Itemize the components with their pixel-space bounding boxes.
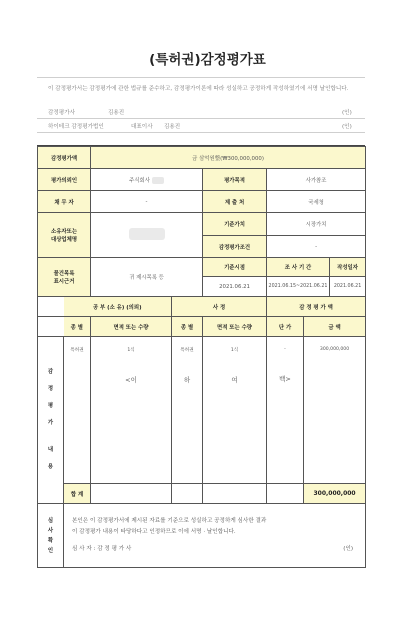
col-kind2: 종 별 xyxy=(172,317,203,337)
rep-title: 대표이사 xyxy=(131,124,153,130)
written-label: 작성일자 xyxy=(330,258,366,277)
period-label: 조 사 기 간 xyxy=(267,258,330,277)
period-value: 2021.06.15~2021.06.21 xyxy=(267,277,330,297)
confirm-char: 사 xyxy=(47,527,54,534)
firm-divider xyxy=(37,132,365,133)
confirm-line1: 본인은 이 감정평가서에 제시된 자료를 기준으로 성실하고 공정하게 심사한 결과 xyxy=(72,518,267,524)
appraiser-name: 김용진 xyxy=(108,110,125,116)
confirm-content xyxy=(64,504,366,568)
firm-name: 하이테크 감정평가법인 xyxy=(48,124,104,130)
amount-value: 금 삼억원整(₩300,000,000) xyxy=(91,147,366,169)
purpose-value: 사가참조 xyxy=(267,169,366,191)
condition-label: 감정평가조건 xyxy=(203,236,267,258)
written-value: 2021.06.21 xyxy=(330,277,366,297)
col-unit: 단 가 xyxy=(267,317,304,337)
side-label-content xyxy=(38,337,64,504)
row-unit-cell xyxy=(267,337,304,484)
condition-value: - xyxy=(267,236,366,258)
total-empty xyxy=(91,484,172,504)
confirm-line2: 이 감정평가 내용이 타당하다고 인정하므로 이에 서명 · 날인합니다. xyxy=(72,529,236,535)
basis-value: 시장가치 xyxy=(267,213,366,236)
client-cell xyxy=(91,169,203,191)
below-mark-1: <이 xyxy=(125,376,137,384)
below-mark-4: 백> xyxy=(279,375,291,383)
base-date-value: 2021.06.21 xyxy=(203,277,267,297)
owner-label-line1: 소유자또는 xyxy=(50,229,78,235)
appraised-header: 감 정 평 가 액 xyxy=(267,297,366,317)
purpose-label: 평가목적 xyxy=(203,169,267,191)
confirm-char: 확 xyxy=(47,537,54,544)
side-char: 감 xyxy=(47,369,54,375)
col-spacer xyxy=(38,317,64,337)
actual-header: 사 정 xyxy=(172,297,267,317)
header-spacer xyxy=(38,297,64,317)
public-record-header: 공 부 (소 유) (의뢰) xyxy=(64,297,172,317)
side-char: 용 xyxy=(47,464,54,470)
total-empty xyxy=(267,484,304,504)
items-label-line2: 표시근거 xyxy=(53,279,75,285)
owner-value xyxy=(91,213,203,258)
below-mark-3: 여 xyxy=(231,376,238,384)
amount-label: 감정평가액 xyxy=(38,147,91,169)
rep-name: 김용진 xyxy=(164,124,181,130)
submit-value: 국세청 xyxy=(267,191,366,213)
intro-text: 이 감정평가서는 감정평가에 관한 법규를 준수하고, 감정평가이론에 따라 성실하고 공정하게 작성하였기에 서명 날인합니다. xyxy=(48,86,349,92)
reviewer-label: 심 사 자 : 감 정 평 가 사 xyxy=(72,546,132,552)
redacted-mark xyxy=(152,177,164,184)
debtor-label: 채 무 자 xyxy=(38,191,91,213)
rep-seal: (인) xyxy=(342,124,352,130)
document-title: (특허권)감정평가표 xyxy=(149,52,266,68)
col-kind: 종 별 xyxy=(64,317,91,337)
row-kind2: 특허권 xyxy=(180,348,194,353)
below-mark-2: 하 xyxy=(183,376,191,384)
col-amount: 금 액 xyxy=(304,317,366,337)
side-char: 평 xyxy=(47,403,54,409)
appraiser-seal: (인) xyxy=(342,110,352,116)
appraiser-label: 감정평가사 xyxy=(48,110,76,116)
debtor-value: - xyxy=(91,191,203,213)
confirm-char: 인 xyxy=(47,547,54,554)
total-label: 합 계 xyxy=(64,484,91,504)
total-value: 300,000,000 xyxy=(304,484,366,504)
reviewer-row xyxy=(72,544,365,555)
row-qty-cell xyxy=(91,337,172,484)
redacted-owner xyxy=(129,228,165,240)
owner-label xyxy=(38,213,91,258)
row-unit: - xyxy=(284,347,286,352)
row-amount: 300,000,000 xyxy=(319,347,350,352)
side-char: 가 xyxy=(47,420,54,426)
items-label-line1: 물건목록 xyxy=(53,271,75,277)
total-empty xyxy=(203,484,267,504)
side-char: 정 xyxy=(47,386,54,392)
col-area2: 면적 또는 수량 xyxy=(203,317,267,337)
row-kind-cell xyxy=(64,337,91,484)
side-char xyxy=(38,432,63,442)
title-divider xyxy=(37,77,365,78)
side-char: 내 xyxy=(47,447,54,453)
basis-label: 기준가치 xyxy=(203,213,267,236)
row-qty2: 1식 xyxy=(230,348,239,353)
row-kind2-cell xyxy=(172,337,203,484)
row-qty: 1식 xyxy=(127,348,135,353)
row-qty2-cell xyxy=(203,337,267,484)
reviewer-seal: (인) xyxy=(343,546,354,552)
owner-label-line2: 대상업체명 xyxy=(50,237,78,243)
row-amount-cell xyxy=(304,337,366,484)
submit-label: 제 출 처 xyxy=(203,191,267,213)
client-label: 평가의뢰인 xyxy=(38,169,91,191)
sign-divider xyxy=(37,118,365,119)
confirm-label xyxy=(38,504,64,568)
client-value: 주식회사 xyxy=(129,177,150,184)
items-value: 귀 제시목록 등 xyxy=(91,258,203,297)
items-label xyxy=(38,258,91,297)
col-area: 면적 또는 수량 xyxy=(91,317,172,337)
total-empty xyxy=(172,484,203,504)
confirm-char: 심 xyxy=(47,517,54,524)
appraisal-table xyxy=(37,146,366,568)
row-kind: 특허권 xyxy=(70,348,84,353)
base-date-label: 기준시점 xyxy=(203,258,267,277)
